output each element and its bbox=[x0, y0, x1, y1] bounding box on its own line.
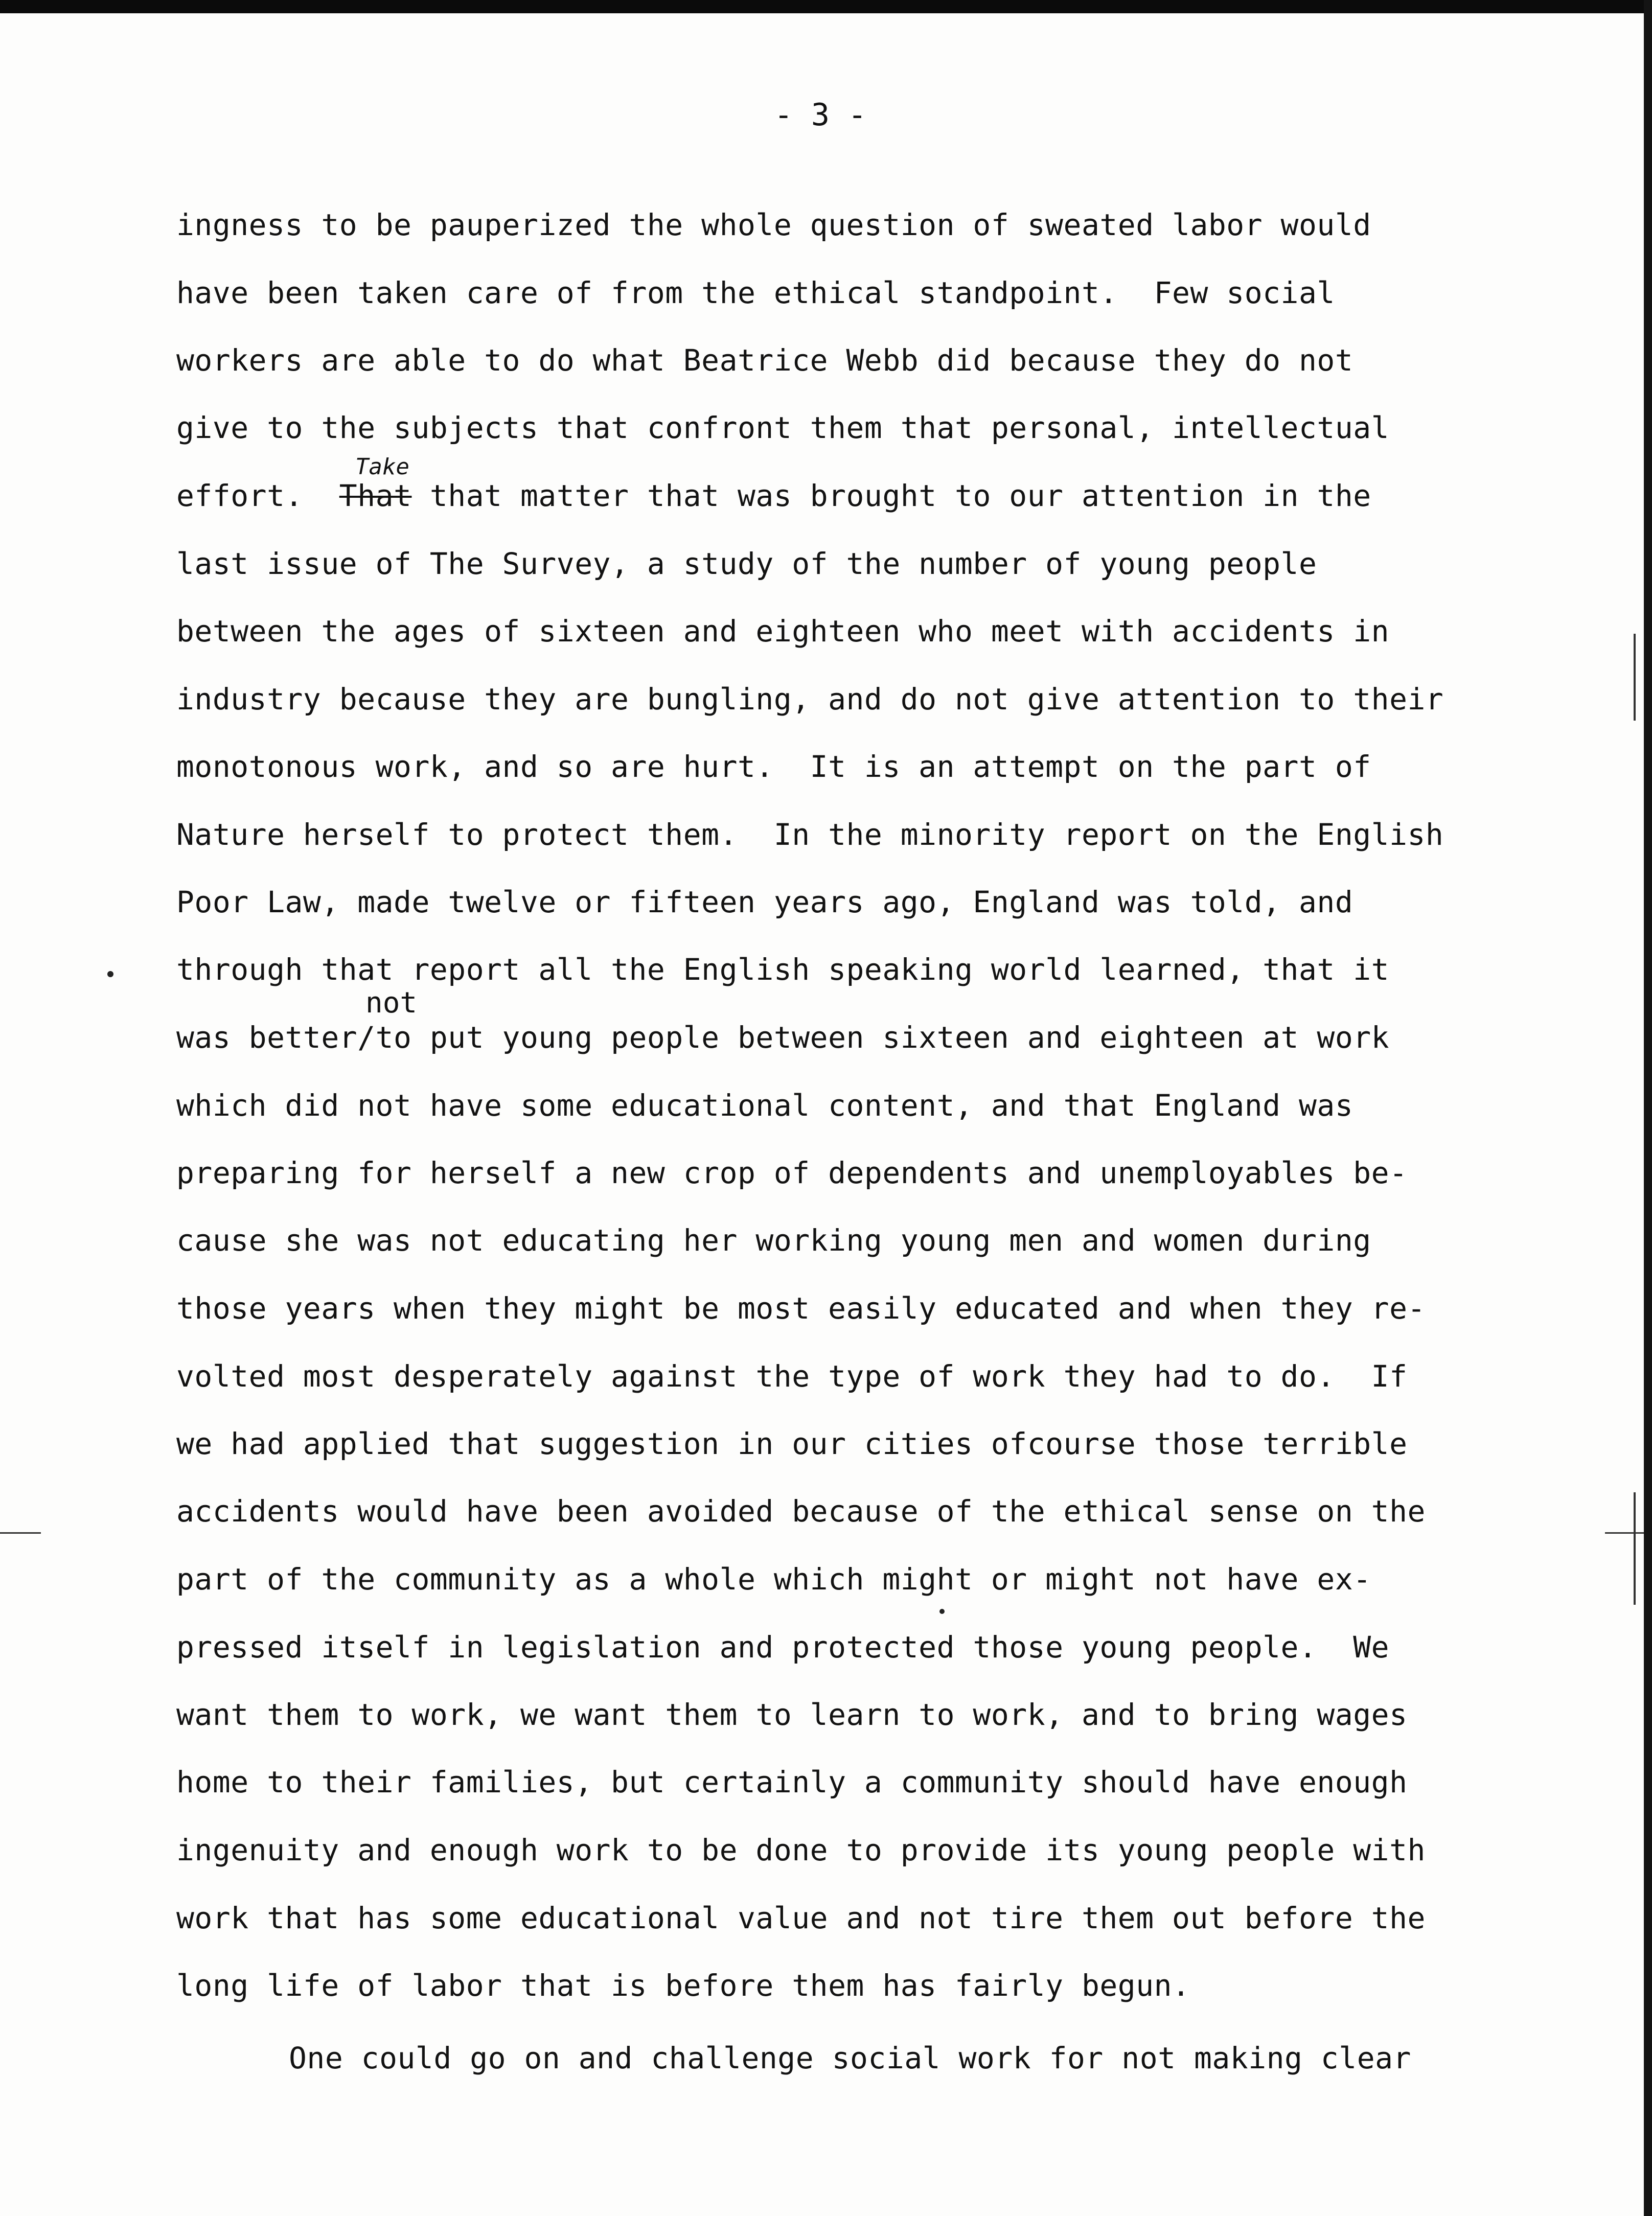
scan-speck bbox=[939, 1609, 945, 1614]
text-line: give to the subjects that confront them that personal, intellectual bbox=[176, 410, 1390, 445]
text-line: between the ages of sixteen and eighteen who meet with accidents in bbox=[176, 614, 1390, 649]
text-line: want them to work, we want them to learn to work, and to bring wages bbox=[176, 1697, 1408, 1732]
text-fragment: effort. bbox=[176, 478, 339, 513]
text-fragment bbox=[411, 478, 429, 513]
text-line: which did not have some educational content, and that England was bbox=[176, 1088, 1353, 1123]
text-line: last issue of The Survey, a study of the number of young people bbox=[176, 546, 1317, 581]
text-line: have been taken care of from the ethical standpoint. Few social bbox=[176, 275, 1335, 310]
text-fragment: to put young people between sixteen and eighteen at work bbox=[375, 1020, 1390, 1055]
handwritten-insertion-take: Take bbox=[355, 454, 409, 480]
text-line-with-correction bbox=[176, 478, 1371, 514]
struck-word: That bbox=[339, 478, 412, 513]
text-line: ingenuity and enough work to be done to provide its young people with bbox=[176, 1833, 1426, 1867]
text-line: preparing for herself a new crop of dependents and unemployables be- bbox=[176, 1156, 1408, 1190]
insertion-mark: / bbox=[357, 1020, 376, 1055]
text-line: industry because they are bungling, and do not give attention to their bbox=[176, 682, 1444, 717]
text-line-with-insertion bbox=[176, 1020, 1389, 1055]
text-line: we had applied that suggestion in our cities ofcourse those terrible bbox=[176, 1426, 1408, 1461]
text-fragment: that matter that was brought to our attention in the bbox=[429, 478, 1371, 513]
typed-insertion-not: not bbox=[365, 986, 418, 1020]
text-line: through that report all the English speaking world learned, that it bbox=[176, 952, 1390, 987]
text-line: part of the community as a whole which might or might not have ex- bbox=[176, 1562, 1371, 1597]
margin-tick-left bbox=[0, 1532, 41, 1534]
text-line: those years when they might be most easily educated and when they re- bbox=[176, 1291, 1426, 1326]
text-line: pressed itself in legislation and protected those young people. We bbox=[176, 1630, 1390, 1665]
text-line: accidents would have been avoided because of the ethical sense on the bbox=[176, 1494, 1426, 1529]
margin-rule-right bbox=[1634, 1492, 1636, 1605]
text-line: volted most desperately against the type of work they had to do. If bbox=[176, 1359, 1408, 1394]
scan-top-border bbox=[0, 0, 1652, 13]
text-line: workers are able to do what Beatrice Webb did because they do not bbox=[176, 343, 1353, 378]
text-line-paragraph-start: One could go on and challenge social work for not making clear bbox=[289, 2041, 1411, 2075]
scan-right-border bbox=[1644, 0, 1652, 2216]
text-line: Nature herself to protect them. In the minority report on the English bbox=[176, 817, 1444, 852]
text-line: Poor Law, made twelve or fifteen years ago, England was told, and bbox=[176, 885, 1353, 919]
scan-speck bbox=[107, 971, 113, 977]
text-line: work that has some educational value and not tire them out before the bbox=[176, 1901, 1426, 1935]
margin-tick-right bbox=[1605, 1532, 1644, 1534]
page-number: - 3 - bbox=[774, 97, 867, 133]
text-line: cause she was not educating her working young men and women during bbox=[176, 1223, 1371, 1258]
text-line: home to their families, but certainly a community should have enough bbox=[176, 1765, 1408, 1799]
margin-rule-right bbox=[1634, 634, 1636, 721]
text-line: monotonous work, and so are hurt. It is an attempt on the part of bbox=[176, 749, 1371, 784]
text-line: ingness to be pauperized the whole question of sweated labor would bbox=[176, 207, 1371, 242]
text-fragment: was better bbox=[176, 1020, 358, 1055]
text-line: long life of labor that is before them has fairly begun. bbox=[176, 1968, 1190, 2003]
